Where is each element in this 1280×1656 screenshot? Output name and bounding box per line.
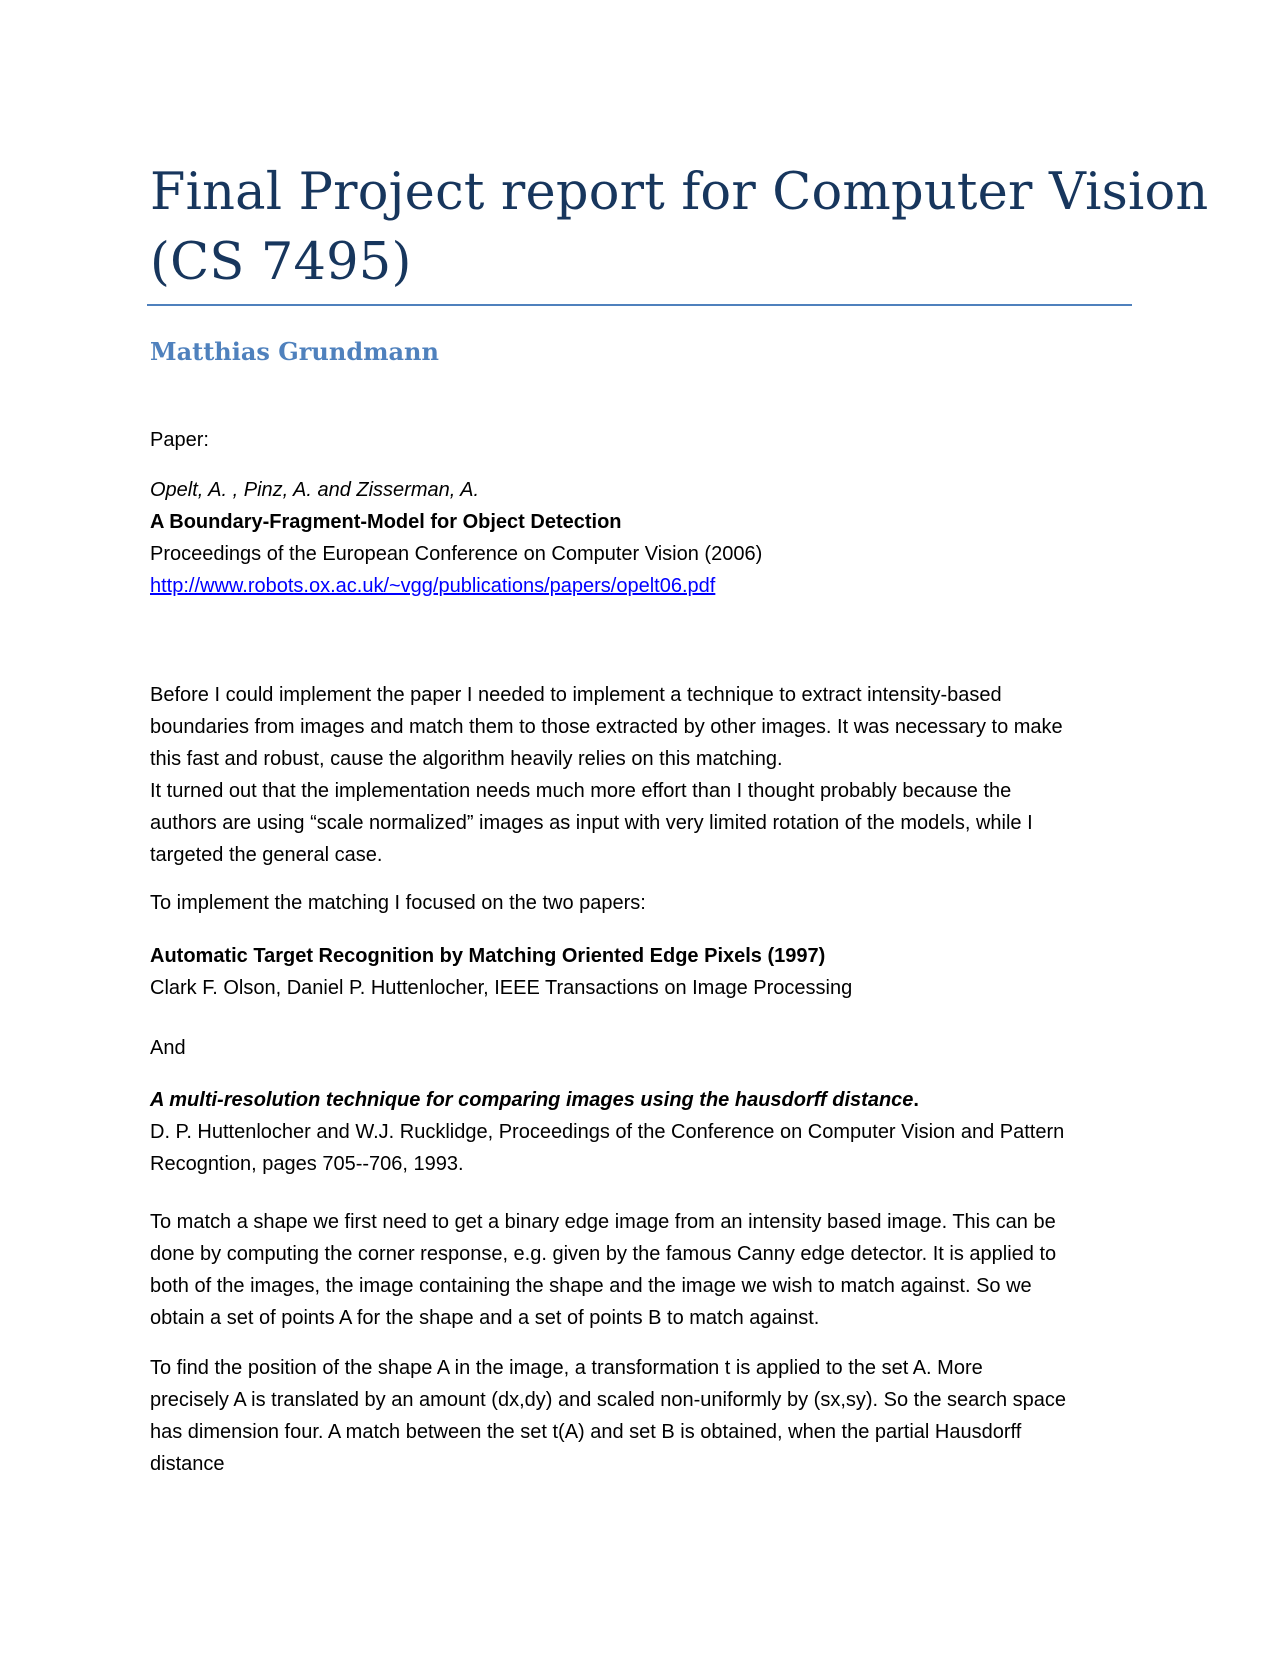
reference-huttenlocher: [150, 1084, 1125, 1180]
position-line: To find the position of the shape A in the image, a transformation t is applied to the set A. More: [150, 1357, 983, 1379]
author-name: Matthias Grundmann: [150, 337, 439, 366]
ref1-title: Automatic Target Recognition by Matching Oriented Edge Pixels (1997): [150, 945, 826, 967]
matching-paragraph: [150, 1206, 1125, 1334]
ref2-title-line: [150, 1084, 1125, 1116]
matching-line: To match a shape we first need to get a binary edge image from an intensity based image. This can be: [150, 1211, 1056, 1233]
matching-line: obtain a set of points A for the shape and a set of points B to match against.: [150, 1307, 820, 1329]
matching-line: done by computing the corner response, e.g. given by the famous Canny edge detector. It is applied to: [150, 1243, 1057, 1265]
paper-reference: [150, 474, 1125, 602]
reference-authors: Opelt, A. , Pinz, A. and Zisserman, A.: [150, 479, 480, 501]
intro-paragraph: [150, 679, 1125, 871]
reference-title: A Boundary-Fragment-Model for Object Detection: [150, 511, 622, 533]
intro-line: this fast and robust, cause the algorithm heavily relies on this matching.: [150, 748, 783, 770]
ref2-details-line-2: Recogntion, pages 705--706, 1993.: [150, 1153, 464, 1175]
reference-venue: Proceedings of the European Conference on Computer Vision (2006): [150, 543, 763, 565]
title-divider: [147, 304, 1132, 306]
ref2-title-end: .: [913, 1089, 919, 1111]
ref2-title: A multi-resolution technique for comparing images using the hausdorff distance: [150, 1089, 914, 1111]
title-line-2: (CS 7495): [150, 233, 412, 292]
ref1-details: Clark F. Olson, Daniel P. Huttenlocher, IEEE Transactions on Image Processing: [150, 977, 853, 999]
ref2-details-line-1: D. P. Huttenlocher and W.J. Rucklidge, Proceedings of the Conference on Computer Vision and Pattern: [150, 1121, 1065, 1143]
and-word: And: [150, 1037, 186, 1059]
intro-line: targeted the general case.: [150, 844, 383, 866]
paper-label: Paper:: [150, 429, 209, 451]
intro-line: Before I could implement the paper I needed to implement a technique to extract intensity-based: [150, 684, 1002, 706]
reference-url-link[interactable]: http://www.robots.ox.ac.uk/~vgg/publications/papers/opelt06.pdf: [150, 575, 716, 597]
intro-line: It turned out that the implementation needs much more effort than I thought probably because the: [150, 780, 1012, 802]
position-paragraph: [150, 1352, 1125, 1480]
matching-line: both of the images, the image containing the shape and the image we wish to match against. So we: [150, 1275, 1032, 1297]
position-line: distance: [150, 1453, 225, 1475]
position-line: has dimension four. A match between the set t(A) and set B is obtained, when the partial Hausdorff: [150, 1421, 1022, 1443]
title-line-1: Final Project report for Computer Vision: [150, 163, 1209, 222]
focus-sentence: To implement the matching I focused on the two papers:: [150, 892, 646, 914]
reference-olson: [150, 940, 1125, 1004]
intro-line: authors are using “scale normalized” images as input with very limited rotation of the models, while I: [150, 812, 1033, 834]
position-line: precisely A is translated by an amount (dx,dy) and scaled non-uniformly by (sx,sy). So the search space: [150, 1389, 1066, 1411]
document-title: [150, 158, 1209, 298]
intro-line: boundaries from images and match them to those extracted by other images. It was necessary to make: [150, 716, 1063, 738]
